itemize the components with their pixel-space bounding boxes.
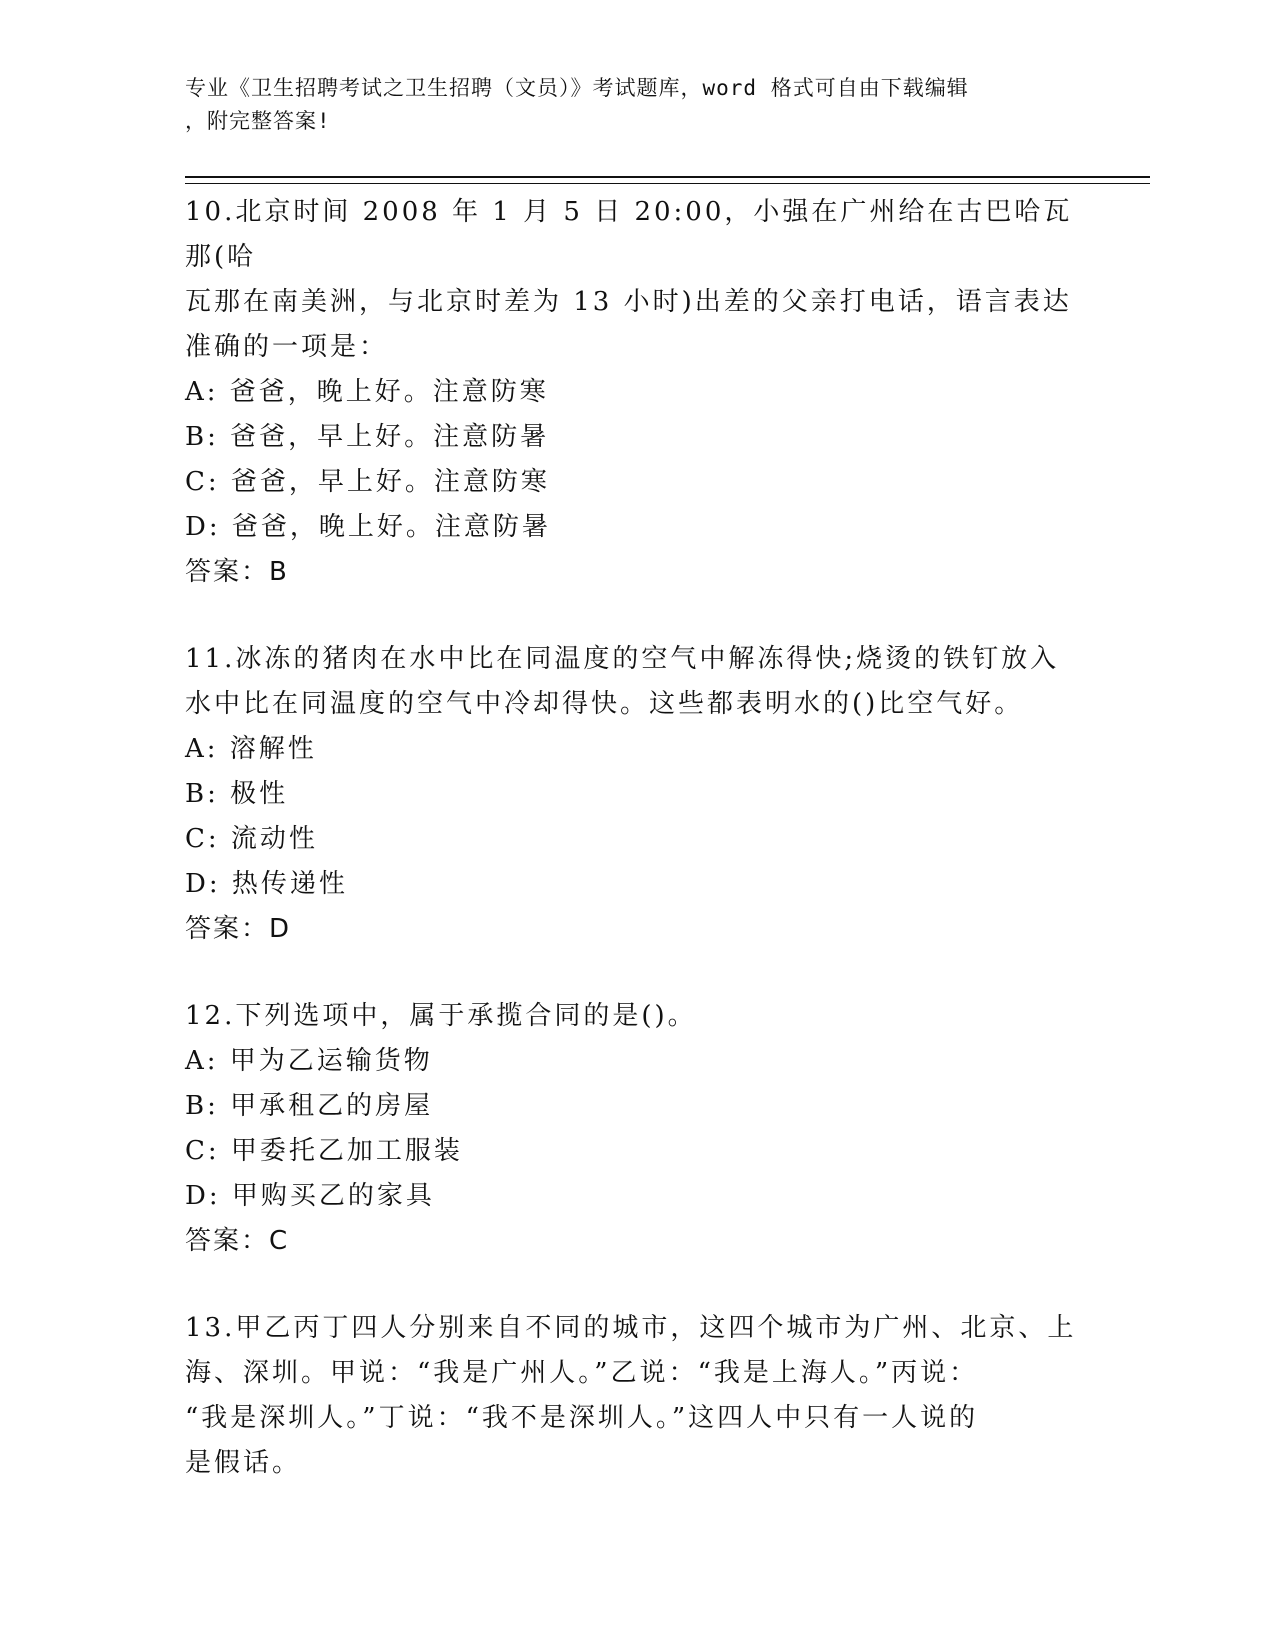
answer-option: A: 溶解性 [185, 734, 317, 764]
answer-option: D: 爸爸，晚上好。注意防暑 [185, 512, 551, 542]
question-stem-line: 准确的一项是： [185, 332, 389, 362]
question-stem-line: 海、深圳。甲说：“我是广州人。”乙说：“我是上海人。”丙说： [185, 1358, 979, 1388]
answer-option: A: 甲为乙运输货物 [185, 1046, 433, 1076]
question-block [185, 190, 1085, 595]
header-divider-thin [185, 183, 1150, 184]
header-line-1: 专业《卫生招聘考试之卫生招聘（文员）》考试题库，word 格式可自由下载编辑 [185, 76, 969, 100]
answer-option: A: 爸爸，晚上好。注意防寒 [185, 377, 549, 407]
question-stem-line: 瓦那在南美洲，与北京时差为 13 小时)出差的父亲打电话，语言表达 [185, 287, 1072, 317]
answer-option: D: 热传递性 [185, 869, 348, 899]
question-stem-line: 水中比在同温度的空气中冷却得快。这些都表明水的()比空气好。 [185, 689, 1024, 719]
answer-option: C: 爸爸，早上好。注意防寒 [185, 467, 550, 497]
question-list [185, 190, 1085, 1528]
header-line-2: ，附完整答案! [185, 109, 331, 133]
answer-key: 答案：D [185, 914, 292, 944]
document-header [185, 72, 1065, 138]
question-stem-line: “我是深圳人。”丁说：“我不是深圳人。”这四人中只有一人说的 [185, 1403, 979, 1433]
answer-option: B: 甲承租乙的房屋 [185, 1091, 434, 1121]
answer-key: 答案：C [185, 1226, 290, 1256]
question-stem-line: 12.下列选项中，属于承揽合同的是()。 [185, 1001, 697, 1031]
question-stem-line: 10.北京时间 2008 年 1 月 5 日 20:00，小强在广州给在古巴哈瓦那(哈 [185, 197, 1073, 272]
answer-option: B: 爸爸，早上好。注意防暑 [185, 422, 550, 452]
answer-option: C: 甲委托乙加工服装 [185, 1136, 463, 1166]
answer-key: 答案：B [185, 557, 289, 587]
header-divider-thick [185, 176, 1150, 178]
answer-option: D: 甲购买乙的家具 [185, 1181, 435, 1211]
question-block [185, 637, 1085, 952]
answer-option: C: 流动性 [185, 824, 318, 854]
answer-option: B: 极性 [185, 779, 289, 809]
question-stem-line: 是假话。 [185, 1448, 302, 1478]
question-stem-line: 11.冰冻的猪肉在水中比在同温度的空气中解冻得快;烧烫的铁钉放入 [185, 644, 1060, 674]
question-stem-line: 13.甲乙丙丁四人分别来自不同的城市，这四个城市为广州、北京、上 [185, 1313, 1077, 1343]
question-block [185, 1306, 1085, 1486]
question-block [185, 994, 1085, 1264]
